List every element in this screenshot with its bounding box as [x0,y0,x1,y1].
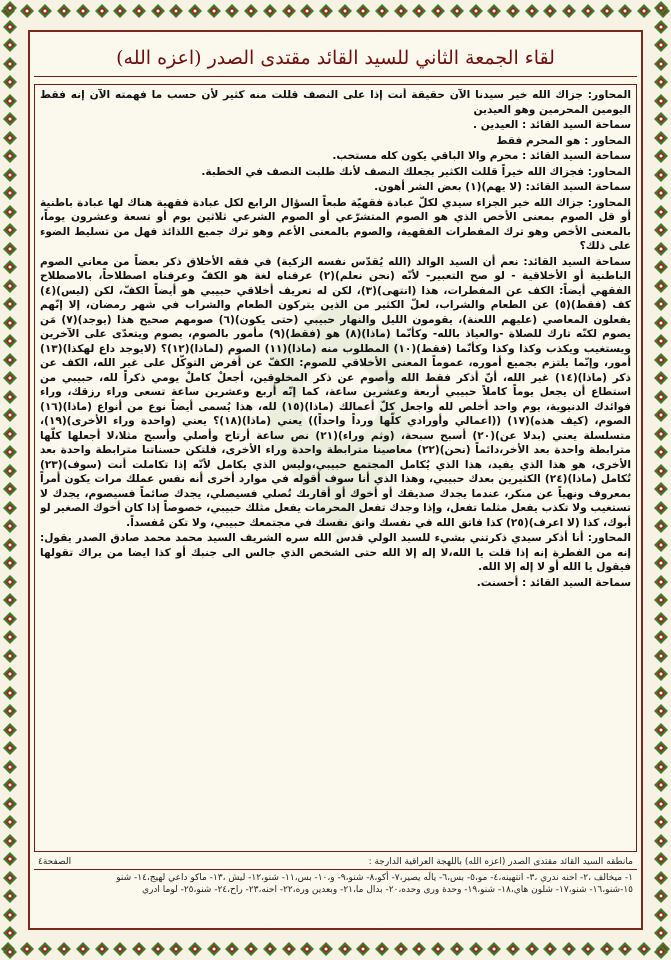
border-ornament-icon [168,941,184,957]
border-ornament-icon [281,3,297,19]
border-ornament-icon [2,703,18,719]
border-ornament-icon [653,370,669,386]
border-ornament-icon [112,3,128,19]
border-ornament-icon [56,3,72,19]
border-ornament-icon [2,148,18,164]
border-ornament-icon [2,352,18,368]
border-ornament-icon [2,814,18,830]
border-ornament-icon [131,3,147,19]
border-ornament-icon [2,37,18,53]
border-ornament-icon [653,740,669,756]
paragraph: سماحة السيد القائد : محرم والا الباقي يكون كله مستحب. [332,150,631,162]
footnotes-list [34,870,637,898]
border-ornament-icon [2,259,18,275]
border-ornament-icon [243,3,259,19]
border-ornament-icon [2,389,18,405]
border-ornament-icon [318,941,334,957]
border-ornament-icon [2,833,18,849]
border-ornament-icon [2,463,18,479]
border-ornament-icon [2,574,18,590]
border-ornament-icon [653,148,669,164]
border-ornament-icon [2,315,18,331]
transcript-body [40,88,631,848]
border-ornament-icon [2,481,18,497]
border-ornament-icon [2,851,18,867]
border-ornament-icon [449,3,465,19]
border-ornament-icon [2,555,18,571]
border-ornament-icon [2,777,18,793]
border-ornament-icon [2,518,18,534]
border-ornament-icon [653,666,669,682]
border-ornament-icon [2,407,18,423]
border-ornament-icon [653,426,669,442]
border-ornament-icon [75,941,91,957]
paragraph: سماحة السيد القائد: (لا يهم)(١) بعض الشر أهون. [374,181,631,193]
border-ornament-icon [2,222,18,238]
border-ornament-icon [112,941,128,957]
border-ornament-icon [299,3,315,19]
border-ornament-icon [2,648,18,664]
border-ornament-icon [2,296,18,312]
footnotes-caption: مانطقه السيد القائد مقتدى الصدر (اعزه الله) باللهجة العراقية الدارجة : [368,857,633,867]
border-ornament-icon [653,241,669,257]
border-ornament-icon [430,941,446,957]
border-ornament-icon [281,941,297,957]
border-ornament-icon [2,944,18,960]
border-ornament-icon [653,296,669,312]
border-ornament-icon [224,3,240,19]
border-ornament-icon [355,3,371,19]
border-ornament-icon [653,37,669,53]
right-ornament-border [651,0,671,960]
border-ornament-icon [561,941,577,957]
border-ornament-icon [653,389,669,405]
border-ornament-icon [19,3,35,19]
border-ornament-icon [2,629,18,645]
border-ornament-icon [653,814,669,830]
border-ornament-icon [2,537,18,553]
border-ornament-icon [653,167,669,183]
paragraph: سماحة السيد القائد: نعم أن السيد الوالد (الله يُقدّس نفسه الزكية) في فقه الأخلاق ذكر بعضاً من معاني الصوم الباطنية أو الأخلاقية - لو صح التعبير- لأنّه (نحن نعلم)(٢) عرفناه لغة هو الكفّ وعرفناه اصطلاحاً، بالاصطلاح الفقهي أيضاً: الكف عن المفطرات، هذا (انتهى)(٣)، لكن له تعريف أخلاقي حبيبي هو أيضاً الكفّ، لكن (ليس)(٤) كف (فقط)(٥) عن الطعام والشراب، لعلّ الكثير من الذين يتركون الطعام والشراب في شهر رمضان، إلا إنّهم يفعلون المعاصي (عليهم اللعنة)، يقومون الليل والنهار حبيبي (حتى يكون)(٦) صومهم صحيح هذا (يوجد)(٧) مَن يصوم لكنّه تارك للصلاة -والعياذ بالله- وكأنّما (ماذا)(٨) هو (فقط)(٩) مأمور بالصوم، يصوم ويتعدّى على الآخرين ويستغيب ويكذب وكذا وكذا وكأنّما (فقط)(١٠) المطلوب منه (ماذا)(١١) الصوم (لماذا)(١٢)؟ (لايوجد داع لهكذا)(١٣) أمور، وإنّما يلتزم بجميع أموره، عموماً المعنى الأخلاقي للصوم: الكفّ عن أفرض التوكّل على غير الله، الكف عن ذكر (ماذا)(١٤) غير الله، أنّ أذكر فقط الله وأصوم عن ذكر المخلوقين، أجعلْ كاملْ يومي ذكراً لله، حبيبي من استطاع أن يجعل يوماً كاملاً حبيبي أربعة وعشرين ساعة، كما إنّه أربع وعشرين ساعة تسعى وراء رزقك، وراء فوائدك الدنيوية، يوم واحد أخلص لله واجعل كلّ أعمالك (ماذا)(١٥) لله، هذا يُسمى أيضاً نوع من أنواع (ماذا)(١٦) الصوم، (كيف هذه)(١٧) ((اعمالي وأورادي كلّها ورداً واحداً)) يعني (ماذا)(١٨)؟ يعني (واحدة وراء الأخرى)(١٩)، متسلسلة يعني (بدلا عن)(٢٠) أسبح سبحة، (وثم وراء)(٢١) نص ساعة أرتاح وأصلي وأسبح مثلا،لا أجعلها كلّها مترابطة واحدة بعد الأخر،دائماً (نحن)(٢٢) معاصينا مترابطة واحدة وراء الأخرى، فلتكن حسناتنا مترابطة واحدة بعد الأخرى، هو هذا الذي يفيد، هذا الذي يُكامل المجتمع حبيبي،وليس الذي يكامل لأنّه إذا تكاملت أنت (سوف)(٢٣) تُكامل (ماذا)(٢٤) الكثيرين بعدك حبيبي، وهذا الذي أنا سوف أقوله في موارد أخرى أنه نفس عملك مرات يكون أمراً بمعروف ونهياً عن منكر، عندما يجدك صديقك أو أخوك أو أقاربك تُصلي فسيصلي، يجدك صائماً فسيصوم، يجدك لا تستغيب ولا تكذب يفعل مثلما تفعل، وإذا وجدك تفعل المحرمات يفعل مثلك حبيبي، خصوصاً إذا كان أخوك الصغير لو أبوك، كذا (لا اعرف)(٢٥) كذا فاتق الله في نفسك واتق نفسك في مجتمعك حبيبي، ولا تكن مُفسداً. [40,255,631,529]
border-ornament-icon [37,3,53,19]
border-ornament-icon [653,592,669,608]
border-ornament-icon [2,796,18,812]
paragraph: المحاور: فجزاك الله خيراً قللت الكثير بجعلك النصف لأنك طلبت النصف في الخطبة. [201,165,631,178]
border-ornament-icon [653,907,669,923]
border-ornament-icon [653,574,669,590]
border-ornament-icon [653,777,669,793]
border-ornament-icon [2,167,18,183]
border-ornament-icon [393,941,409,957]
border-ornament-icon [617,941,633,957]
border-ornament-icon [599,3,615,19]
border-ornament-icon [653,19,669,35]
border-ornament-icon [94,3,110,19]
border-ornament-icon [505,941,521,957]
border-ornament-icon [131,941,147,957]
border-ornament-icon [653,407,669,423]
border-ornament-icon [2,666,18,682]
border-ornament-icon [56,941,72,957]
paragraph: المحاور: أنا أذكر سيدي ذكرتني بشيء للسيد الولي قدس الله سره الشريف السيد محمد محمد صادق الصدر يقول: إنه من الفطرة إنه إذا قلت يا الله،لا إله إلا الله حتى الشخص الذي جالس الى جنبك أو كذا ايضا من يراك تقولها فيقول يا الله أو لا إله إلا الله. [40,532,631,573]
border-ornament-icon [2,925,18,941]
border-ornament-icon [653,259,669,275]
border-ornament-icon [187,941,203,957]
border-ornament-icon [2,185,18,201]
border-ornament-icon [374,941,390,957]
border-ornament-icon [653,481,669,497]
border-ornament-icon [617,3,633,19]
page-number: الصفحة٤ [38,857,72,867]
border-ornament-icon [653,204,669,220]
border-ornament-icon [355,941,371,957]
border-ornament-icon [299,941,315,957]
border-ornament-icon [2,204,18,220]
border-ornament-icon [653,500,669,516]
border-ornament-icon [653,925,669,941]
border-ornament-icon [2,722,18,738]
border-ornament-icon [653,870,669,886]
paragraph: المحاور: جزاك الله خير الجزاء سيدي لكلّ عبادة فقهيّة طبعاً السؤال الرابع لكل عبادة فقهية هناك لها عبادة باطنية أو قل الصوم بمعنى الأخص الذي هو الصوم المتشرّعي أو الصوم الشرعي ثلاثين يوم أو تسعة وعشرون يوماً، بالمعنى الأخص وهو ترك المفطرات الفقهية، والصوم بالمعنى الأعم وهو ترك جميع اللذائذ فهل من تسليط الضوء على ذلك؟ [40,196,631,252]
border-ornament-icon [653,222,669,238]
border-ornament-icon [653,796,669,812]
paragraph: سماحة السيد القائد : أحسنت. [476,576,631,589]
border-ornament-icon [262,3,278,19]
border-ornament-icon [653,555,669,571]
border-ornament-icon [206,941,222,957]
border-ornament-icon [653,759,669,775]
border-ornament-icon [468,3,484,19]
bottom-ornament-border [0,938,671,960]
border-ornament-icon [653,611,669,627]
border-ornament-icon [653,0,669,16]
border-ornament-icon [653,130,669,146]
left-ornament-border [0,0,20,960]
border-ornament-icon [2,130,18,146]
page-title: لقاء الجمعة الثاني للسيد القائد مقتدى الصدر (اعزه الله) [34,40,637,77]
border-ornament-icon [2,56,18,72]
border-ornament-icon [2,611,18,627]
border-ornament-icon [653,333,669,349]
border-ornament-icon [524,941,540,957]
border-ornament-icon [653,722,669,738]
border-ornament-icon [653,111,669,127]
border-ornament-icon [653,278,669,294]
top-ornament-border [0,0,671,22]
border-ornament-icon [653,56,669,72]
border-ornament-icon [337,3,353,19]
border-ornament-icon [653,944,669,960]
border-ornament-icon [2,444,18,460]
border-ornament-icon [636,941,652,957]
border-ornament-icon [2,111,18,127]
border-ornament-icon [653,185,669,201]
border-ornament-icon [411,941,427,957]
footnote-line: ١- ميخالف ،٢- احنه ندري ،٣- انتهينه،٤- مو،٥- بس،٦- يالَه يصير،٧- أكو،٨- شنو،٩- و،١٠- بس،١١- شنو،١٢- ليش ،١٣- ماكو داعي لهيج،١٤- شنو [116,873,633,883]
border-ornament-icon [2,592,18,608]
border-ornament-icon [542,941,558,957]
border-ornament-icon [2,685,18,701]
border-ornament-icon [486,3,502,19]
border-ornament-icon [653,93,669,109]
border-ornament-icon [653,444,669,460]
border-ornament-icon [561,3,577,19]
border-ornament-icon [599,941,615,957]
border-ornament-icon [2,93,18,109]
border-ornament-icon [653,703,669,719]
border-ornament-icon [94,941,110,957]
border-ornament-icon [653,315,669,331]
border-ornament-icon [653,463,669,479]
border-ornament-icon [150,941,166,957]
border-ornament-icon [449,941,465,957]
border-ornament-icon [2,333,18,349]
border-ornament-icon [2,870,18,886]
border-ornament-icon [486,941,502,957]
border-ornament-icon [187,3,203,19]
border-ornament-icon [393,3,409,19]
border-ornament-icon [2,426,18,442]
border-ornament-icon [2,0,18,16]
border-ornament-icon [653,537,669,553]
footnote-line: ١٥-شنو،١٦- شنو،١٧- شلون هاي،١٨- شنو،١٩- وحدة ورى وحده،٢٠- بدال ما،٢١- وبعدين وره،٢٢- احنه،٢٣- راح،٢٤- شنو،٢٥- لوما ادري [142,885,633,895]
border-ornament-icon [430,3,446,19]
border-ornament-icon [542,3,558,19]
border-ornament-icon [337,941,353,957]
border-ornament-icon [2,278,18,294]
paragraph: المحاور : هو المحرم فقط [496,134,631,147]
border-ornament-icon [2,759,18,775]
border-ornament-icon [580,3,596,19]
border-ornament-icon [19,941,35,957]
border-ornament-icon [374,3,390,19]
border-ornament-icon [224,941,240,957]
border-ornament-icon [580,941,596,957]
border-ornament-icon [2,500,18,516]
border-ornament-icon [653,518,669,534]
border-ornament-icon [262,941,278,957]
border-ornament-icon [2,907,18,923]
border-ornament-icon [318,3,334,19]
footnotes-header [34,856,637,870]
border-ornament-icon [243,941,259,957]
border-ornament-icon [2,740,18,756]
border-ornament-icon [653,648,669,664]
border-ornament-icon [37,941,53,957]
paragraph: سماحة السيد القائد : العيدين . [473,119,631,131]
border-ornament-icon [636,3,652,19]
border-ornament-icon [653,352,669,368]
border-ornament-icon [653,629,669,645]
border-ornament-icon [653,685,669,701]
border-ornament-icon [505,3,521,19]
border-ornament-icon [653,833,669,849]
border-ornament-icon [2,370,18,386]
paragraph: المحاور: جزاك الله خير سيدنا الآن حقيقة أنت إذا على النصف قللت منه كثير لأن حسب ما فهمته الآن إنه فقط اليومين المحرمين وهو العيدين [40,89,631,116]
border-ornament-icon [2,74,18,90]
border-ornament-icon [150,3,166,19]
border-ornament-icon [75,3,91,19]
border-ornament-icon [411,3,427,19]
border-ornament-icon [653,888,669,904]
border-ornament-icon [2,888,18,904]
border-ornament-icon [2,241,18,257]
border-ornament-icon [206,3,222,19]
border-ornament-icon [524,3,540,19]
border-ornament-icon [2,19,18,35]
border-ornament-icon [653,851,669,867]
border-ornament-icon [653,74,669,90]
border-ornament-icon [168,3,184,19]
border-ornament-icon [468,941,484,957]
footnotes [34,856,637,928]
